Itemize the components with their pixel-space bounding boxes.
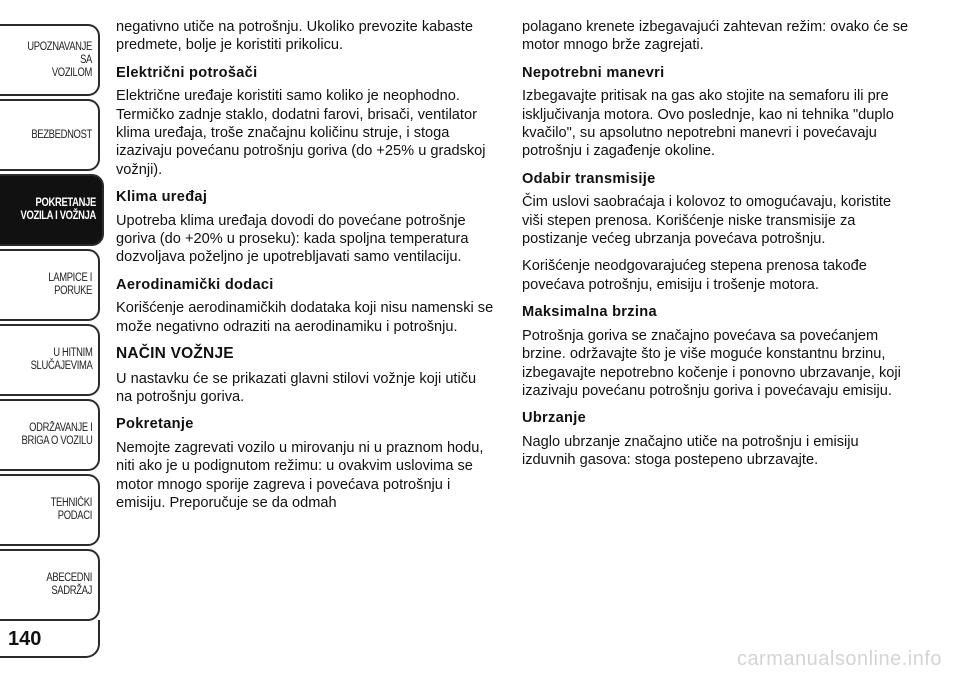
tab-label: BEZBEDNOST [31,128,92,141]
aero-text: Korišćenje aerodinamičkih dodataka koji nisu namenski se može negativno odraziti na aerodinamiku i potrošnju. [116,300,494,335]
accel-text: Naglo ubrzanje značajno utiče na potrošnju i emisiju izduvnih gasova: stoga postepeno ubrzavajte. [522,433,859,469]
tab-label: TEHNIČKI PODACI [50,497,92,522]
maneuver-text: Izbegavajte pritisak na gas ako stojite na semaforu ili pre isključivanja motora. Ovo poslednje, kao ni tehnika "duplo kvačilo", su apsolutno nepotrebni manevri i povećavaju potrošnju i zagađenje okoline. [522,88,894,160]
tab-label: U HITNIM SLUČAJEVIMA [30,347,92,372]
gear-text-1: Čim uslovi saobraćaja i kolovoz to omogućavaju, koristite viši stepen prenosa. Korišćenje niske transmisije za postizanje većeg ubrzanja povećava potrošnju. [522,194,892,248]
electric-text: Električne uređaje koristiti samo koliko je neophodno. Termičko zadnje staklo, dodatni farovi, brisači, ventilator klima uređaja, troše značajnu količinu struje, i stoga izazivaju povećanu potrošnju goriva (do +25% u gradskoj vožnji). [116,88,486,178]
tab-tehnicki-podaci[interactable] [0,474,100,546]
tab-label: ODRŽAVANJE I BRIGA O VOZILU [21,422,92,447]
speed-text: Potrošnja goriva se značajno povećava sa povećanjem brzine. održavajte što je više moguće konstantnu brzinu, izbegavajte nepotrebno kočenje i ponovno ubrzavanje, koji izazivaju povećanu potrošnju goriva i povećavaju emisiju. [522,327,901,399]
heading-acceleration: Ubrzanje [522,410,587,427]
tab-odrzavanje-i-briga[interactable] [0,399,100,471]
heading-speed: Maksimalna brzina [522,304,657,321]
heading-aero: Aerodinamički dodaci [116,276,274,293]
watermark: carmanualsonline.info [736,648,942,670]
heading-start: Pokretanje [116,416,194,433]
driving-text: U nastavku će se prikazati glavni stilovi vožnje koji utiču na potrošnju goriva. [116,370,477,405]
tab-label: POKRETANJE VOZILA I VOŽNJA [20,197,96,222]
gear-text-2: Korišćenje neodgovarajućeg stepena prenosa takođe povećava potrošnju, emisiju i trošenje motora. [522,258,867,293]
start-continued-text: polagano krenete izbegavajući zahtevan režim: ovako će se motor mnogo brže zagrejati. [522,19,909,54]
intro-text: negativno utiče na potrošnju. Ukoliko prevozite kabaste predmete, bolje je koristiti prikolicu. [116,19,473,54]
page-number: 140 [8,628,42,650]
heading-climate: Klima uređaj [116,189,208,206]
tab-label: UPOZNAVANJE SA VOZILOM [27,40,92,79]
climate-text: Upotreba klima uređaja dovodi do povećane potrošnje goriva (do +20% u proseku): kada spoljna temperatura dozvoljava poželjno je upotrebljavati samo ventilaciju. [116,212,469,266]
tab-upoznavanje-sa-vozilom[interactable] [0,24,100,96]
tab-u-hitnim-slucajevima[interactable] [0,324,100,396]
right-column [522,18,912,479]
tab-label: ABECEDNI SADRŽAJ [46,572,92,597]
tab-lampice-i-poruke[interactable] [0,249,100,321]
start-text: Nemojte zagrevati vozilo u mirovanju ni u praznom hodu, niti ako je u podignutom režimu: u ovakvim uslovima se motor mnogo sporije zagreva i povećava potrošnju i emisiju. Preporučuje se da odmah [116,439,484,511]
left-column [116,18,496,521]
heading-gear: Odabir transmisije [522,170,656,187]
heading-electric: Električni potrošači [116,64,258,81]
heading-maneuvers: Nepotrebni manevri [522,64,665,81]
tab-label: LAMPICE I PORUKE [48,272,92,297]
tab-bezbednost[interactable] [0,99,100,171]
tab-abecedni-sadrzaj[interactable] [0,549,100,621]
tab-pokretanje-vozila-i-voznja[interactable] [0,174,104,246]
heading-driving-style: NAČIN VOŽNJE [116,345,234,363]
chapter-sidebar [0,0,102,620]
